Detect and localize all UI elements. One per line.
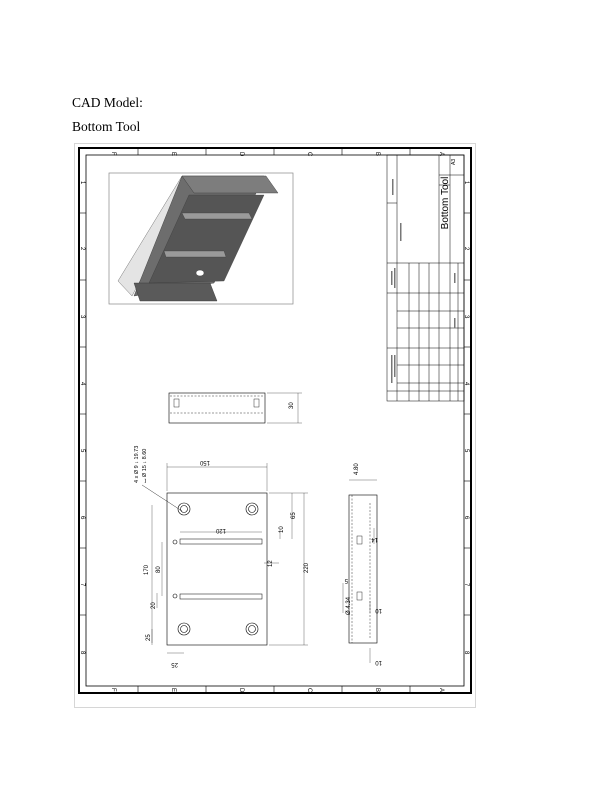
- zone-number: 4: [463, 382, 469, 386]
- zone-number: 7: [79, 583, 85, 587]
- dimension-label: 65: [291, 512, 297, 519]
- zone-number: 6: [79, 516, 85, 520]
- dimension-label: 10: [375, 659, 382, 665]
- zone-number: 4: [79, 382, 85, 386]
- zone-letter: F: [110, 688, 116, 692]
- dimension-label: 220: [304, 562, 310, 573]
- zone-letter: B: [374, 688, 380, 693]
- dimension-label: Ø 4.34: [346, 596, 352, 615]
- dimension-label: 14: [371, 536, 378, 542]
- zone-letter: E: [170, 152, 176, 157]
- dimension-label: 170: [144, 564, 150, 575]
- zone-letter: B: [374, 152, 380, 157]
- zone-letter: F: [110, 152, 116, 156]
- svg-text:⌴ Ø 15 ↓ 8.60: ⌴ Ø 15 ↓ 8.60: [142, 448, 148, 483]
- dimension-label: 5: [344, 577, 348, 583]
- dimension-label: 25: [171, 661, 178, 667]
- zone-number: 6: [463, 516, 469, 520]
- zone-number: 7: [463, 583, 469, 587]
- zone-letter: E: [170, 688, 176, 693]
- zone-letter: D: [238, 688, 244, 693]
- zone-letter: C: [306, 688, 312, 693]
- dimension-label: 10: [279, 526, 285, 533]
- zone-number: 1: [463, 181, 469, 185]
- zone-number: 3: [463, 315, 469, 319]
- dimension-label: 20: [151, 602, 157, 609]
- page-subheading: Bottom Tool: [72, 119, 141, 134]
- dimension-label: 30: [289, 402, 295, 409]
- page-heading: CAD Model:: [72, 95, 143, 110]
- zone-letter: D: [238, 152, 244, 157]
- dimension-label: 4.80: [354, 463, 360, 475]
- dimension-label: 120: [215, 527, 226, 533]
- zone-number: 2: [79, 247, 85, 251]
- zone-number: 5: [79, 449, 85, 453]
- zone-number: 1: [79, 181, 85, 185]
- zone-letter: A: [438, 152, 444, 157]
- dimension-label: 10: [375, 607, 382, 613]
- zone-number: 8: [79, 651, 85, 655]
- sheet-size: A3: [451, 158, 457, 165]
- zone-letter: C: [306, 152, 312, 157]
- svg-text:4 x Ø 9 ↓ 19.73: 4 x Ø 9 ↓ 19.73: [134, 445, 140, 483]
- zone-number: 2: [463, 247, 469, 251]
- zone-number: 3: [79, 315, 85, 319]
- zone-number: 8: [463, 651, 469, 655]
- zone-number: 5: [463, 449, 469, 453]
- isometric-view: [109, 173, 293, 304]
- drawing-title: Bottom Tool: [440, 176, 451, 230]
- dimension-label: 12: [268, 560, 274, 567]
- zone-letter: A: [438, 688, 444, 693]
- dimension-label: 25: [146, 634, 152, 641]
- dimension-label: 80: [156, 566, 162, 573]
- dimension-label: 150: [199, 459, 210, 465]
- engineering-drawing: [74, 143, 476, 708]
